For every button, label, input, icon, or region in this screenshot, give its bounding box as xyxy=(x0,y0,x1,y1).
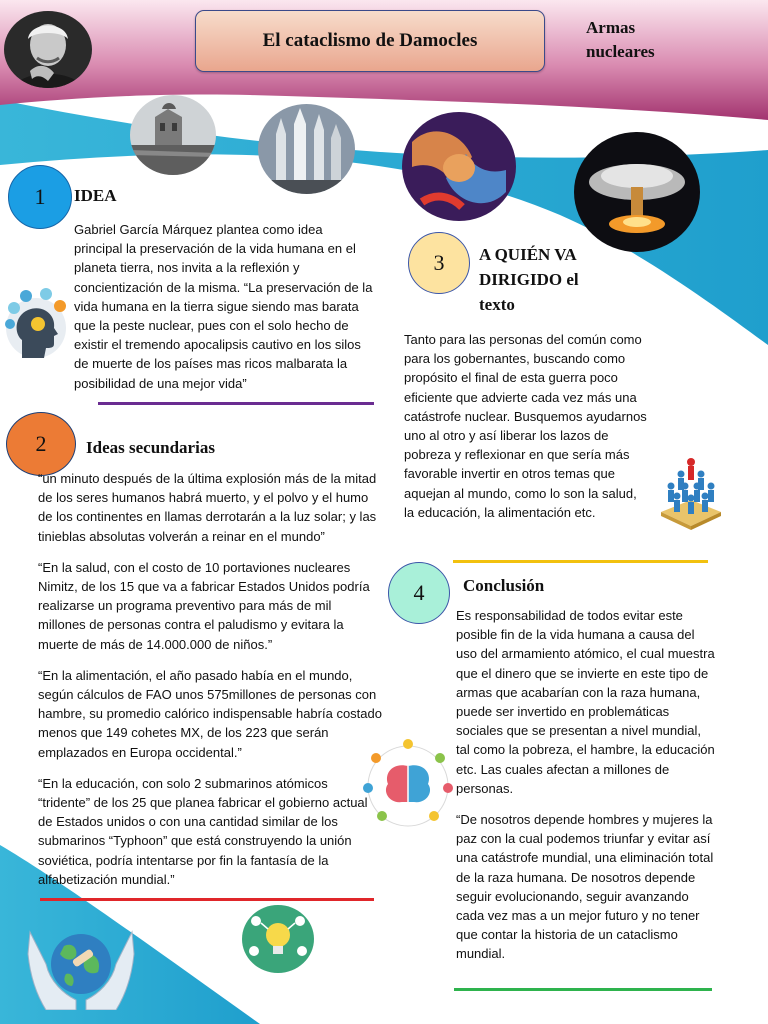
section-2-divider xyxy=(40,898,374,901)
portrait-photo-icon xyxy=(4,11,92,88)
section-2-body xyxy=(38,469,382,901)
section-2-heading: Ideas secundarias xyxy=(86,438,215,457)
lightbulb-gears-icon xyxy=(242,905,314,973)
section-4-paragraph: Es responsabilidad de todos evitar este posible fin de la vida humana a causa del uso del armamiento atómico, el cual muestra que el dinero que se invierte en este tipo de armas que acabarían con la raza humana, puede ser invertido en problemáticas sociales que se presentan a nivel mundial, tal como la pobreza, el hambre, la educación etc. Las cuales afectan a millones de personas. xyxy=(456,608,715,796)
missiles-photo-icon xyxy=(258,104,355,194)
section-3-body: Tanto para las personas del común como para los gobernantes, buscando como propósito el final de esta guerra poco eficiente que advierte cada vez más una catástrofe nuclear. Busquemos ayudarnos uno al otro y así liberar los lazos de pobreza y reflexionar en que sería más favorable invertir en otros temas que aquejan al mundo, como lo son la salud, la educación, la alimentación etc. xyxy=(404,332,647,520)
section-2-paragraph: “En la salud, con el costo de 10 portaviones nucleares Nimitz, de los 15 que va a fabricar Estados Unidos podría realizarse un programa preventivo para más de mil millones de personas contra el paludismo y evitara la muerte de más de 14.000.000 de niños.” xyxy=(38,559,370,652)
section-3-heading xyxy=(479,242,579,317)
section-4-paragraph: “De nosotros depende hombres y mujeres la paz con la cual podemos triunfar y evitar así una catástrofe mundial, una eliminación total de la raza humana. De nosotros depende seguir evolucionando, seguir avanzando cada vez mas a un mejor futuro y no tener que contar la historia de un cataclismo mundial. xyxy=(456,812,714,962)
hands-photo-icon xyxy=(402,112,516,221)
section-3-heading-line: DIRIGIDO el xyxy=(479,270,579,289)
section-4-number: 4 xyxy=(388,562,450,624)
section-4-heading: Conclusión xyxy=(463,576,545,595)
section-1-body: Gabriel García Márquez plantea como idea principal la preservación de la vida humana en el planeta tierra, nos invita a la reflexión y concientización de la misma. “La preservación de la vida humana en la tierra sigue siendo mas barata que la peste nuclear, pues con el solo hecho de existir el tremendo apocalipsis cautivo en los silos de muerte de los países mas ricos malbarata la posibilidad de una mejor vida” xyxy=(74,222,373,391)
section-1-divider xyxy=(98,402,374,405)
people-pyramid-icon xyxy=(657,452,725,530)
section-4-body xyxy=(456,606,718,976)
brain-ideas-icon xyxy=(362,736,454,828)
head-ideas-icon xyxy=(2,288,70,362)
section-3-heading-line: A QUIÉN VA xyxy=(479,245,577,264)
section-3-divider xyxy=(453,560,708,563)
ruins-photo-icon xyxy=(130,95,216,175)
section-4-divider xyxy=(454,988,712,991)
section-2-paragraph: “un minuto después de la última explosión más de la mitad de los seres humanos habrá muerto, y el polvo y el humo de los continentes en llamas derrotarán a la luz solar; y las tinieblas absolutas volverán a reinar en el mundo” xyxy=(38,471,377,544)
section-2-paragraph: “En la alimentación, el año pasado había en el mundo, según cálculos de FAO unos 575millones de personas con hambre, su promedio calórico indispensable habría costado menos que 149 cohetes MX, de los 223 que serán emplazados en Europa occidental.” xyxy=(38,667,382,760)
section-2-paragraph: “En la educación, con solo 2 submarinos atómicos “tridente” de los 25 que planea fabricar el gobierno actual de Estados unidos o con una cantidad similar de los submarinos “Typhoon” que está construyendo la unión soviética, podría intentarse por fin la fantasía de la alfabetización mundial.” xyxy=(38,775,368,887)
section-1-heading: IDEA xyxy=(74,186,117,205)
section-3-number: 3 xyxy=(408,232,470,294)
section-2-number: 2 xyxy=(6,412,76,476)
topic-label: Armas nucleares xyxy=(586,18,655,61)
section-3-heading-line: texto xyxy=(479,295,515,314)
section-1-number: 1 xyxy=(8,165,72,229)
page-title: El cataclismo de Damocles xyxy=(262,30,478,51)
earth-hands-icon xyxy=(26,924,136,1010)
mushroom-cloud-icon xyxy=(574,132,700,252)
title-box xyxy=(195,10,545,72)
